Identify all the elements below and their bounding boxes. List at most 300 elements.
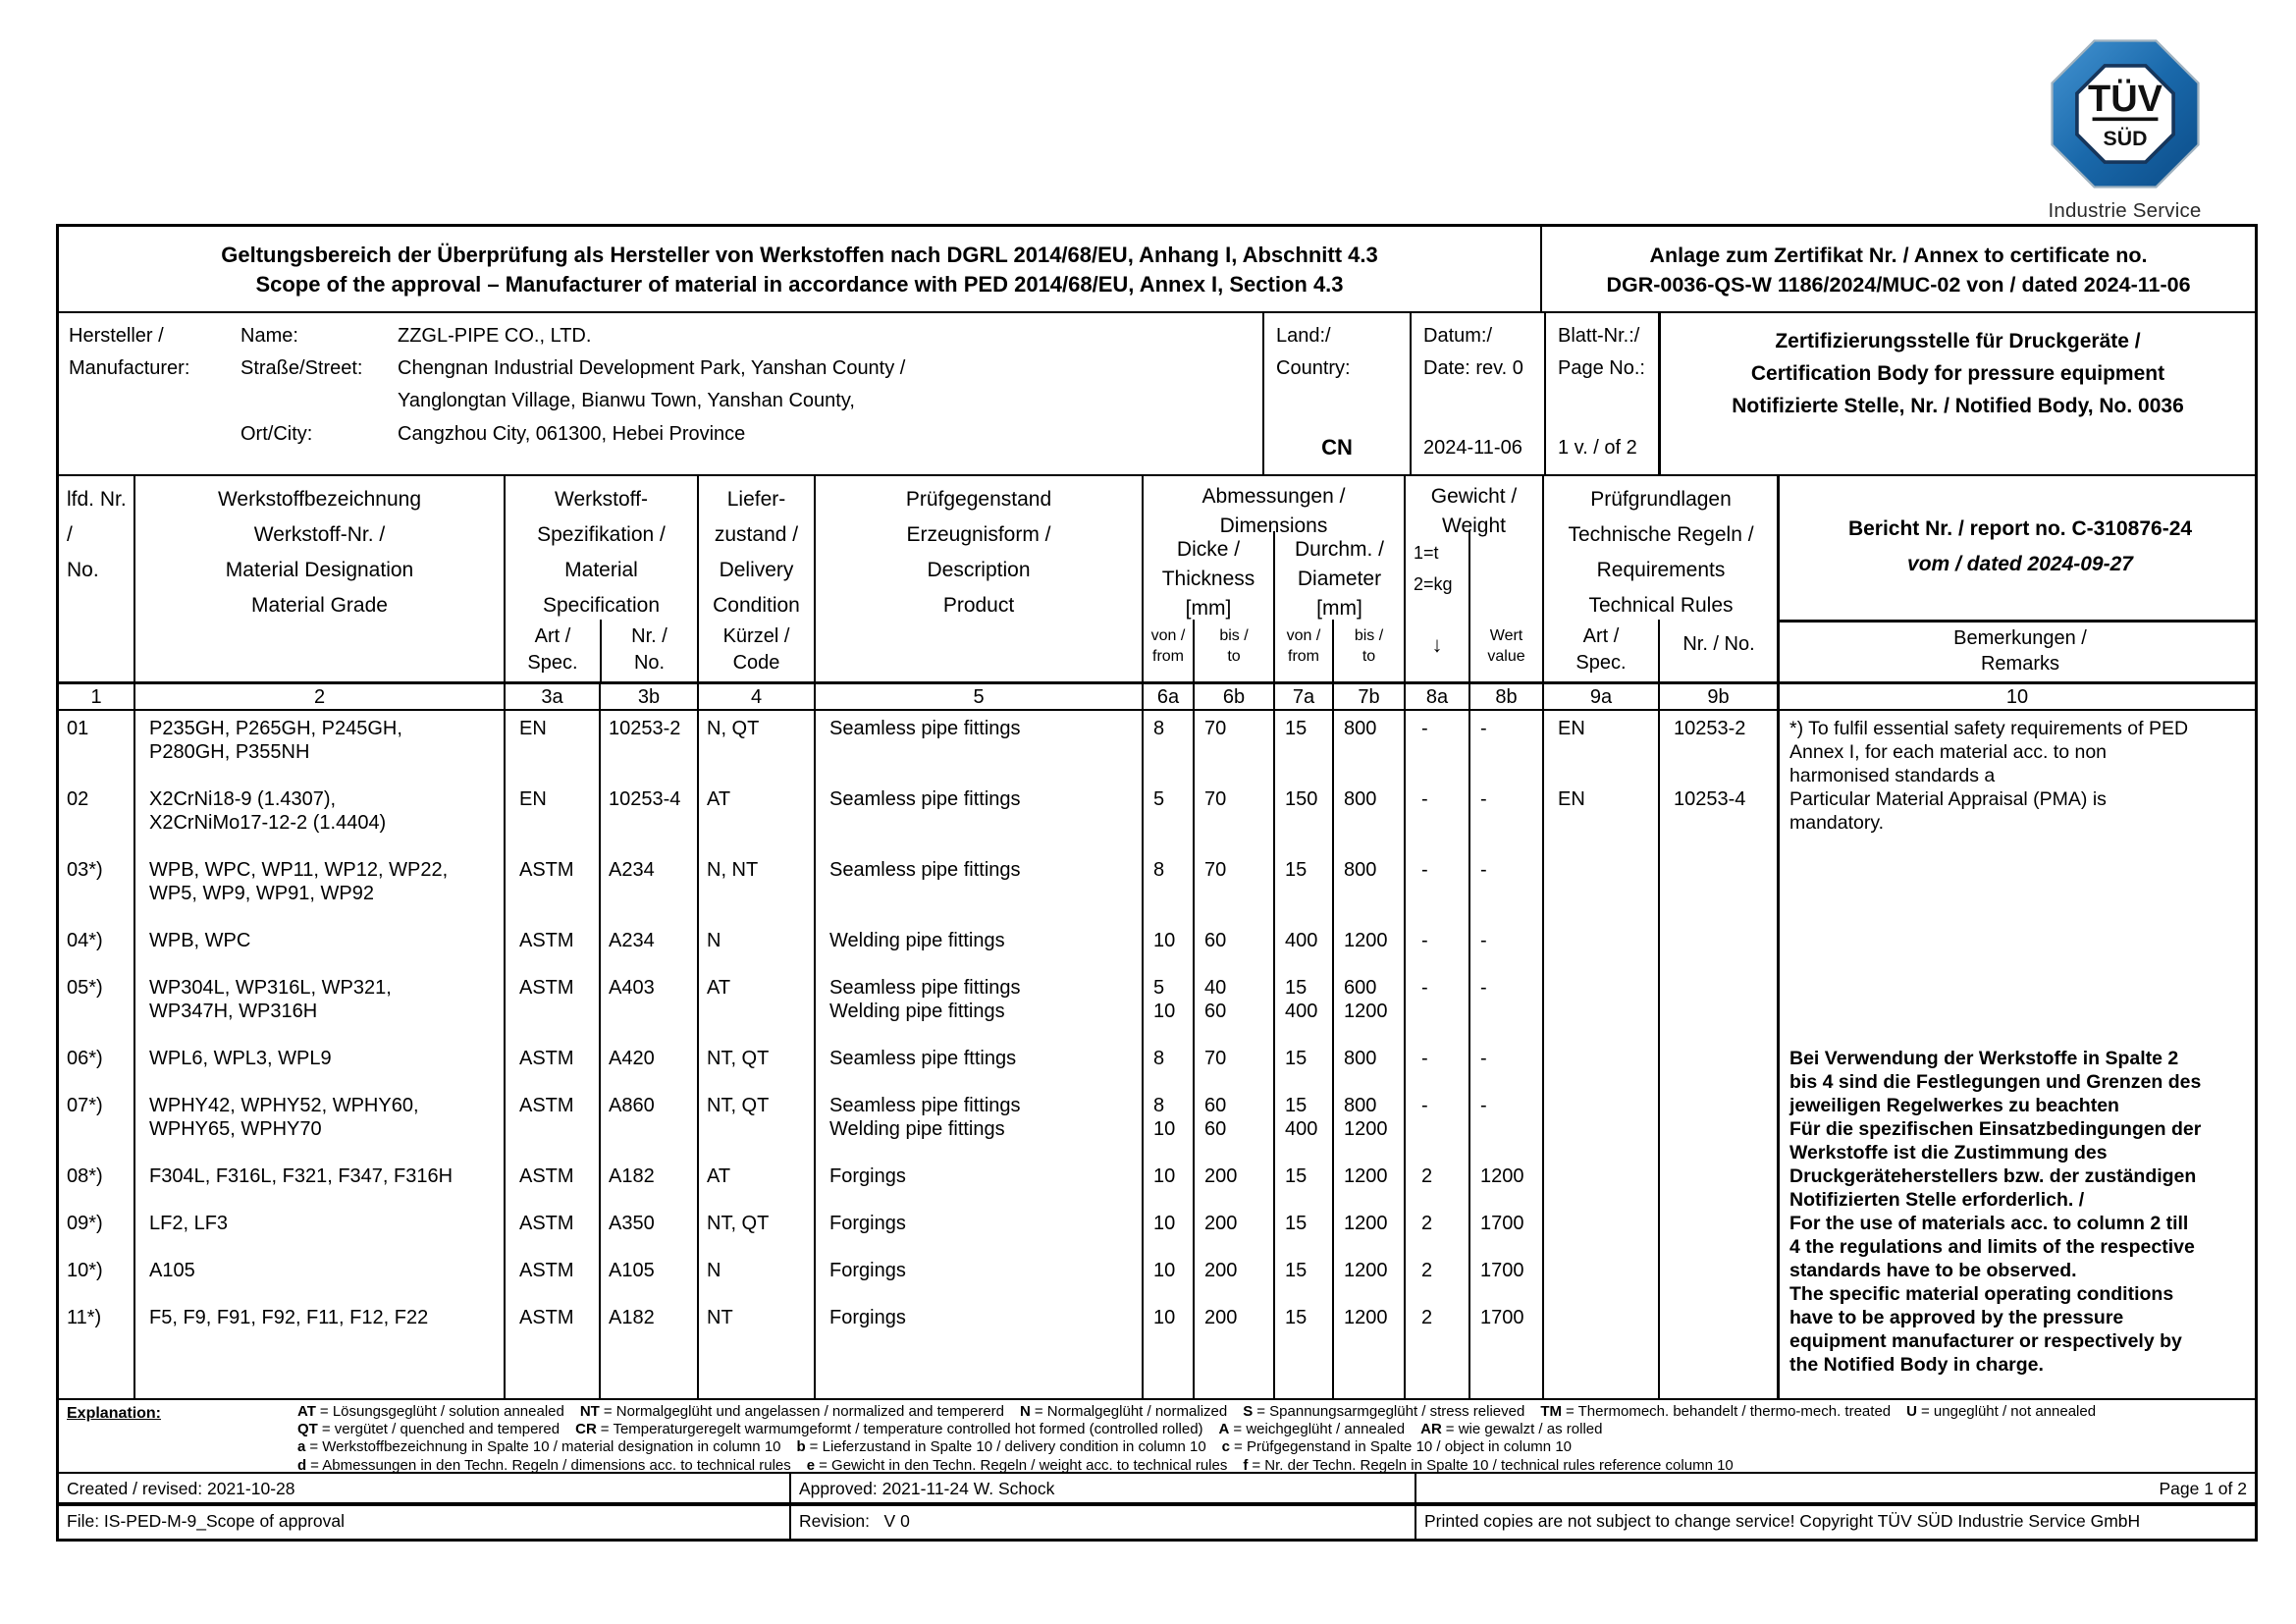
- page-label-en: Page No.:: [1558, 357, 1645, 379]
- cell-line: [1660, 976, 1777, 1000]
- remarks-line: bis 4 sind die Festlegungen und Grenzen des: [1789, 1071, 2202, 1093]
- remarks-line: harmonised standards a: [1789, 765, 1996, 786]
- subheader-4: Kürzel / Code: [722, 625, 790, 674]
- cell-line: 10: [1153, 1165, 1176, 1187]
- city-label: Ort/City:: [240, 423, 313, 445]
- cell-line: -: [1480, 859, 1487, 881]
- cell-line: Seamless pipe fittings: [829, 718, 1021, 739]
- footer-approved: Approved: 2021-11-24 W. Schock: [791, 1474, 1416, 1502]
- country-value: CN: [1321, 435, 1353, 460]
- cell-line: 1700: [1480, 1307, 1524, 1328]
- report-no: Bericht Nr. / report no. C-310876-24: [1847, 517, 2193, 540]
- header-col2: Werkstoffbezeichnung Werkstoff-Nr. / Material Designation Material Grade: [217, 488, 422, 617]
- cell-line: WPB, WPC: [149, 930, 251, 951]
- explanation-label: Explanation:: [67, 1405, 162, 1422]
- cell-line: [1660, 929, 1777, 952]
- header-dimensions: Abmessungen / Dimensions: [1201, 485, 1346, 537]
- page-label-de: Blatt-Nr.:/: [1558, 325, 1640, 347]
- cell-line: 40: [1204, 977, 1227, 999]
- cell-line: 02: [67, 788, 89, 810]
- tuv-sud-octagon-icon: [2051, 39, 2200, 189]
- remarks-line: Für die spezifischen Einsatzbedingungen der: [1789, 1118, 2202, 1140]
- cell-line: [816, 882, 1142, 905]
- explanation-line: QT = vergütet / quenched and tempered CR = Temperaturgeregelt warmumgeformt / temperature controlled hot formed (controlled rolled) A = weichgeglüht / annealed AR = wie gewalzt / as rolled: [297, 1421, 1603, 1438]
- cell-line: [1544, 858, 1658, 882]
- certificate-document: [56, 224, 2258, 1542]
- footer-row-b: [59, 1506, 2255, 1539]
- cell-line: 10: [1153, 1307, 1176, 1328]
- cell-line: 8: [1153, 1095, 1165, 1116]
- scope-title-box: [59, 227, 1542, 311]
- cell-line: AT: [707, 788, 731, 810]
- cert-body-line1: Zertifizierungsstelle für Druckgeräte /: [1775, 330, 2141, 352]
- cell-line: NT, QT: [707, 1095, 770, 1116]
- body-column-remarks: [1780, 711, 2255, 1398]
- cell-line: [1660, 1000, 1777, 1023]
- cell-line: 70: [1204, 788, 1227, 810]
- cell-line: [1406, 811, 1468, 835]
- header-report: [1783, 512, 2255, 582]
- body-column-rule_no: [1660, 711, 1780, 1398]
- cell-line: A182: [609, 1165, 655, 1187]
- subheader-3b: Nr. / No.: [631, 625, 667, 674]
- cell-line: ASTM: [519, 1165, 574, 1187]
- svg-text:SÜD: SÜD: [2103, 126, 2147, 150]
- cell-line: [1544, 1212, 1658, 1235]
- cell-line: [1660, 1164, 1777, 1188]
- cell-line: [1660, 882, 1777, 905]
- cell-line: [1334, 882, 1404, 905]
- cell-line: ASTM: [519, 930, 574, 951]
- cell-line: [1544, 1306, 1658, 1329]
- header-diameter: Durchm. / Diameter [mm]: [1294, 538, 1384, 620]
- column-number-9a: 9a: [1544, 684, 1660, 709]
- cell-line: [59, 882, 133, 905]
- cell-line: 60: [1204, 1001, 1227, 1022]
- cell-line: [506, 1117, 599, 1141]
- column-number-4: 4: [699, 684, 816, 709]
- cell-line: 8: [1153, 718, 1165, 739]
- cell-line: 400: [1285, 930, 1318, 951]
- cell-line: 150: [1285, 788, 1318, 810]
- cell-line: [816, 811, 1142, 835]
- cell-line: Welding pipe fittings: [829, 1001, 1005, 1022]
- cell-line: WPHY42, WPHY52, WPHY60,: [149, 1095, 419, 1116]
- header-col1: lfd. Nr. / No.: [67, 488, 127, 581]
- column-number-3a: 3a: [506, 684, 601, 709]
- title-row: [59, 227, 2255, 313]
- cell-line: Forgings: [829, 1260, 906, 1281]
- cell-line: 70: [1204, 859, 1227, 881]
- remarks-line: Druckgeräteherstellers bzw. der zuständigen: [1789, 1165, 2197, 1187]
- cell-line: Seamless pipe fittings: [829, 859, 1021, 881]
- manufacturer-name: ZZGL-PIPE CO., LTD.: [398, 325, 592, 347]
- cell-line: 15: [1285, 1307, 1308, 1328]
- cell-line: [1660, 1047, 1777, 1070]
- cell-line: ASTM: [519, 859, 574, 881]
- cell-line: [601, 740, 697, 764]
- column-number-6a: 6a: [1144, 684, 1195, 709]
- cell-line: [1660, 811, 1777, 835]
- body-column-w_value: [1470, 711, 1544, 1398]
- cell-line: WPL6, WPL3, WPL9: [149, 1048, 332, 1069]
- subheader-7b: bis / to: [1354, 627, 1384, 665]
- explanation-line: d = Abmessungen in den Techn. Regeln / dimensions acc. to technical rules e = Gewicht in den Techn. Regeln / weight acc. to technical rules f = Nr. der Techn. Regeln in Spalte 10 / technical rules reference column 10: [297, 1456, 1734, 1474]
- cell-line: [1406, 740, 1468, 764]
- header-thickness: Dicke / Thickness [mm]: [1161, 538, 1255, 620]
- footer-created: Created / revised: 2021-10-28: [59, 1474, 791, 1502]
- subheader-remarks: Bemerkungen / Remarks: [1953, 627, 2087, 675]
- cell-line: [601, 1117, 697, 1141]
- cell-line: [1470, 811, 1542, 835]
- tuv-sud-logo: [2044, 39, 2206, 223]
- body-column-code: [699, 711, 816, 1398]
- footer-page: Page 1 of 2: [2159, 1479, 2247, 1498]
- cell-line: -: [1421, 718, 1428, 739]
- subheader-6b: bis / to: [1219, 627, 1249, 665]
- cell-line: 10: [1153, 1260, 1176, 1281]
- cell-line: [506, 882, 599, 905]
- cell-line: WP347H, WP316H: [149, 1001, 318, 1022]
- body-column-no: [59, 711, 135, 1398]
- remarks-line: *) To fulfil essential safety requirements of PED: [1789, 718, 2189, 739]
- logo-caption: Industrie Service: [2048, 199, 2202, 222]
- cell-line: NT: [707, 1307, 733, 1328]
- remarks-line: Annex I, for each material acc. to non: [1789, 741, 2108, 763]
- cell-line: -: [1421, 788, 1428, 810]
- column-number-6b: 6b: [1195, 684, 1275, 709]
- cell-line: [1470, 882, 1542, 905]
- cell-line: A860: [609, 1095, 655, 1116]
- cell-line: WP304L, WP316L, WP321,: [149, 977, 392, 999]
- cell-line: [1334, 740, 1404, 764]
- cell-line: ASTM: [519, 1260, 574, 1281]
- cell-line: 800: [1344, 788, 1377, 810]
- cell-line: LF2, LF3: [149, 1213, 229, 1234]
- cell-line: 1200: [1344, 1001, 1388, 1022]
- cell-line: 70: [1204, 718, 1227, 739]
- cell-line: [601, 811, 697, 835]
- remarks-top: [1789, 717, 2253, 835]
- table-body: [59, 711, 2255, 1400]
- cell-line: 07*): [67, 1095, 103, 1116]
- cell-line: [59, 740, 133, 764]
- cell-line: 1200: [1344, 1165, 1388, 1187]
- header-weight: Gewicht / Weight: [1430, 485, 1518, 537]
- cell-line: 5: [1153, 788, 1165, 810]
- remarks-line: 4 the regulations and limits of the respective: [1789, 1236, 2195, 1258]
- cell-line: -: [1421, 1048, 1428, 1069]
- cell-line: 15: [1285, 977, 1308, 999]
- cell-line: [1544, 740, 1658, 764]
- subheader-6a: von / from: [1150, 627, 1186, 665]
- cell-line: ASTM: [519, 977, 574, 999]
- date-label-en: Date: rev. 0: [1423, 357, 1523, 379]
- svg-text:TÜV: TÜV: [2087, 78, 2163, 120]
- cell-line: [1406, 1117, 1468, 1141]
- body-column-spec: [506, 711, 601, 1398]
- column-number-2: 2: [135, 684, 506, 709]
- body-column-rule_spec: [1544, 711, 1660, 1398]
- cell-line: -: [1480, 977, 1487, 999]
- remarks-line: standards have to be observed.: [1789, 1260, 2077, 1281]
- cell-line: [1275, 811, 1332, 835]
- column-number-10: 10: [2005, 686, 2029, 708]
- cell-line: P235GH, P265GH, P245GH,: [149, 718, 402, 739]
- cell-line: 06*): [67, 1048, 103, 1069]
- name-label: Name:: [240, 325, 298, 347]
- cell-line: [1144, 882, 1193, 905]
- cell-line: 10253-4: [1674, 788, 1746, 810]
- cell-line: 15: [1285, 1048, 1308, 1069]
- cell-line: 400: [1285, 1001, 1318, 1022]
- cell-line: 03*): [67, 859, 103, 881]
- cell-line: 10*): [67, 1260, 103, 1281]
- cell-line: [1660, 1117, 1777, 1141]
- cell-line: ASTM: [519, 1095, 574, 1116]
- header-col4: Liefer- zustand / Delivery Condition: [713, 488, 800, 617]
- cell-line: 60: [1204, 930, 1227, 951]
- subheader-8a-arrow-icon: ↓: [1431, 632, 1443, 657]
- cell-line: 200: [1204, 1307, 1238, 1328]
- cell-line: 70: [1204, 1048, 1227, 1069]
- cell-line: [1660, 1094, 1777, 1117]
- cell-line: -: [1480, 1095, 1487, 1116]
- column-number-8a: 8a: [1406, 684, 1470, 709]
- body-column-material: [135, 711, 506, 1398]
- header-col5: Prüfgegenstand Erzeugnisform / Description Product: [905, 488, 1052, 617]
- remarks-line: equipment manufacturer or respectively by: [1789, 1330, 2182, 1352]
- cell-line: [601, 1000, 697, 1023]
- cell-line: 15: [1285, 1213, 1308, 1234]
- body-column-d_to: [1334, 711, 1406, 1398]
- header-weight-units: 1=t 2=kg: [1414, 543, 1453, 594]
- remarks-line: have to be approved by the pressure: [1789, 1307, 2124, 1328]
- cell-line: 60: [1204, 1118, 1227, 1140]
- scope-title-en: Scope of the approval – Manufacturer of material in accordance with PED 2014/68/EU, Annex I, Section 4.3: [255, 272, 1344, 297]
- subheader-8b: Wert value: [1487, 627, 1525, 665]
- cell-line: -: [1480, 788, 1487, 810]
- cell-line: -: [1421, 977, 1428, 999]
- cell-line: 15: [1285, 718, 1308, 739]
- cell-line: [1544, 1259, 1658, 1282]
- cell-line: P280GH, P355NH: [149, 741, 310, 763]
- cell-line: N: [707, 1260, 721, 1281]
- cell-line: [1660, 1259, 1777, 1282]
- cell-line: A403: [609, 977, 655, 999]
- cell-line: [1406, 882, 1468, 905]
- cell-line: 1200: [1344, 1213, 1388, 1234]
- cell-line: 10253-4: [609, 788, 681, 810]
- subheader-9b: Nr. / No.: [1682, 633, 1755, 655]
- cell-line: [699, 1117, 814, 1141]
- cell-line: 2: [1421, 1307, 1433, 1328]
- column-number-7b: 7b: [1334, 684, 1406, 709]
- cell-line: [699, 740, 814, 764]
- cell-line: 2: [1421, 1165, 1433, 1187]
- cell-line: [506, 811, 599, 835]
- cell-line: EN: [1558, 788, 1585, 810]
- cell-line: -: [1421, 859, 1428, 881]
- country-cell: [1264, 313, 1412, 474]
- subheader-7a: von / from: [1286, 627, 1321, 665]
- cell-line: [1660, 740, 1777, 764]
- cell-line: [699, 882, 814, 905]
- cell-line: [1544, 811, 1658, 835]
- cert-body-line2: Certification Body for pressure equipment: [1750, 362, 2165, 385]
- cell-line: 200: [1204, 1165, 1238, 1187]
- cell-line: 60: [1204, 1095, 1227, 1116]
- body-column-w_unit: [1406, 711, 1470, 1398]
- cell-line: ASTM: [519, 1307, 574, 1328]
- cell-line: F304L, F316L, F321, F347, F316H: [149, 1165, 454, 1187]
- cell-line: 15: [1285, 1260, 1308, 1281]
- cell-line: F5, F9, F91, F92, F11, F12, F22: [149, 1307, 429, 1328]
- cell-line: [1334, 811, 1404, 835]
- cell-line: Seamless pipe fittings: [829, 977, 1021, 999]
- remarks-line: For the use of materials acc. to column 2 till: [1789, 1213, 2189, 1234]
- remarks-line: the Notified Body in charge.: [1789, 1354, 2044, 1376]
- page-value: 1 v. / of 2: [1558, 437, 1637, 459]
- column-number-3b: 3b: [601, 684, 699, 709]
- footer-file: File: IS-PED-M-9_Scope of approval: [59, 1506, 791, 1539]
- remarks-bottom: [1789, 1047, 2253, 1377]
- cell-line: A420: [609, 1048, 655, 1069]
- remarks-line: Notifizierten Stelle erforderlich. /: [1789, 1189, 2085, 1211]
- cell-line: [1195, 740, 1273, 764]
- cell-line: Seamless pipe fttings: [829, 1048, 1017, 1069]
- cell-line: 2: [1421, 1213, 1433, 1234]
- manufacturer-label-en: Manufacturer:: [69, 357, 190, 379]
- cell-line: 400: [1285, 1118, 1318, 1140]
- cell-line: Seamless pipe fittings: [829, 788, 1021, 810]
- header-col9: Prüfgrundlagen Technische Regeln / Requirements Technical Rules: [1568, 488, 1754, 617]
- subheader-9a: Art / Spec.: [1575, 625, 1627, 674]
- annex-title-box: [1542, 227, 2255, 311]
- body-column-product: [816, 711, 1144, 1398]
- cell-line: 200: [1204, 1213, 1238, 1234]
- cell-line: 2: [1421, 1260, 1433, 1281]
- cell-line: NT, QT: [707, 1048, 770, 1069]
- cell-line: [59, 1117, 133, 1141]
- annex-line2: DGR-0036-QS-W 1186/2024/MUC-02 von / dated 2024-11-06: [1606, 273, 2191, 297]
- cell-line: 800: [1344, 718, 1377, 739]
- column-number-8b: 8b: [1470, 684, 1544, 709]
- cell-line: [1406, 1000, 1468, 1023]
- cell-line: [1275, 882, 1332, 905]
- certification-body-cell: [1658, 313, 2255, 474]
- cell-line: 11*): [67, 1307, 102, 1328]
- cell-line: [1195, 882, 1273, 905]
- cell-line: 1200: [1344, 1307, 1388, 1328]
- cell-line: 200: [1204, 1260, 1238, 1281]
- street-label: Straße/Street:: [240, 357, 363, 379]
- cell-line: [1144, 740, 1193, 764]
- remarks-line: Particular Material Appraisal (PMA) is: [1789, 788, 2107, 810]
- column-number-row: [59, 684, 2255, 711]
- cell-line: Forgings: [829, 1213, 906, 1234]
- explanation-lines: [297, 1403, 2251, 1475]
- cell-line: [1660, 1212, 1777, 1235]
- cell-line: 800: [1344, 859, 1377, 881]
- column-number-1: 1: [59, 684, 135, 709]
- cell-line: 15: [1285, 859, 1308, 881]
- cell-line: [1544, 929, 1658, 952]
- cell-line: [1470, 1000, 1542, 1023]
- remarks-line: jeweiligen Regelwerkes zu beachten: [1789, 1095, 2119, 1116]
- remarks-line: The specific material operating conditions: [1789, 1283, 2174, 1305]
- cell-line: 800: [1344, 1095, 1377, 1116]
- column-number-5: 5: [816, 684, 1144, 709]
- explanation-section: [59, 1400, 2255, 1474]
- body-column-t_to: [1195, 711, 1275, 1398]
- cell-line: EN: [1558, 718, 1585, 739]
- cell-line: 10253-2: [609, 718, 681, 739]
- cell-line: 15: [1285, 1095, 1308, 1116]
- header-col3: Werkstoff- Spezifikation / Material Specification: [537, 488, 666, 617]
- cell-line: A234: [609, 930, 655, 951]
- report-date: vom / dated 2024-09-27: [1907, 553, 2133, 575]
- cell-line: -: [1421, 930, 1428, 951]
- remarks-line: Werkstoffe ist die Zustimmung des: [1789, 1142, 2108, 1164]
- country-label-de: Land:/: [1276, 325, 1331, 347]
- cell-line: WPB, WPC, WP11, WP12, WP22,: [149, 859, 449, 881]
- manufacturer-street1: Chengnan Industrial Development Park, Yanshan County /: [398, 357, 906, 379]
- cell-line: A234: [609, 859, 655, 881]
- cell-line: 1200: [1344, 1118, 1388, 1140]
- cell-line: [59, 1000, 133, 1023]
- cell-line: 10: [1153, 930, 1176, 951]
- cell-line: EN: [519, 788, 547, 810]
- cell-line: N, QT: [707, 718, 760, 739]
- cell-line: [1144, 811, 1193, 835]
- manufacturer-street2: Yanglongtan Village, Bianwu Town, Yanshan County,: [398, 390, 855, 411]
- cell-line: 8: [1153, 1048, 1165, 1069]
- body-column-d_from: [1275, 711, 1334, 1398]
- cell-line: N, NT: [707, 859, 759, 881]
- country-label-en: Country:: [1276, 357, 1351, 379]
- cell-line: EN: [519, 718, 547, 739]
- cert-body-line3: Notifizierte Stelle, Nr. / Notified Body, No. 0036: [1732, 395, 2184, 417]
- cell-line: 10: [1153, 1118, 1176, 1140]
- cell-line: X2CrNi18-9 (1.4307),: [149, 788, 337, 810]
- cell-line: AT: [707, 977, 731, 999]
- cell-line: [1470, 1117, 1542, 1141]
- cell-line: [506, 1000, 599, 1023]
- cell-line: 15: [1285, 1165, 1308, 1187]
- manufacturer-cell: [59, 313, 1264, 474]
- remarks-line: Bei Verwendung der Werkstoffe in Spalte 2: [1789, 1048, 2179, 1069]
- cell-line: Welding pipe fittings: [829, 930, 1005, 951]
- footer-copyright: Printed copies are not subject to change service! Copyright TÜV SÜD Industrie Service GmbH: [1424, 1511, 2141, 1531]
- cell-line: 5: [1153, 977, 1165, 999]
- date-cell: [1412, 313, 1546, 474]
- cell-line: 05*): [67, 977, 103, 999]
- cell-line: Forgings: [829, 1165, 906, 1187]
- cell-line: X2CrNiMo17-12-2 (1.4404): [149, 812, 387, 834]
- subheader-3a: Art / Spec.: [527, 625, 578, 674]
- column-number-7a: 7a: [1275, 684, 1334, 709]
- cell-line: N: [707, 930, 721, 951]
- cell-line: [1544, 976, 1658, 1000]
- footer-revision: Revision: V 0: [791, 1506, 1416, 1539]
- explanation-line: a = Werkstoffbezeichnung in Spalte 10 / material designation in column 10 b = Lieferzustand in Spalte 10 / delivery condition in column 10 c = Prüfgegenstand in Spalte 10 / object in column 10: [297, 1438, 1572, 1456]
- manufacturer-label-de: Hersteller /: [69, 325, 164, 347]
- cell-line: WP5, WP9, WP91, WP92: [149, 883, 374, 904]
- cell-line: 08*): [67, 1165, 103, 1187]
- cell-line: A350: [609, 1213, 655, 1234]
- explanation-line: AT = Lösungsgeglüht / solution annealed NT = Normalgeglüht und angelassen / normalized and tempererd N = Normalgeglüht / normalized S = Spannungsarmgeglüht / stress relieved TM = Thermomech. behandelt / thermo-mech. treated U = ungeglüht / not annealed: [297, 1403, 2097, 1420]
